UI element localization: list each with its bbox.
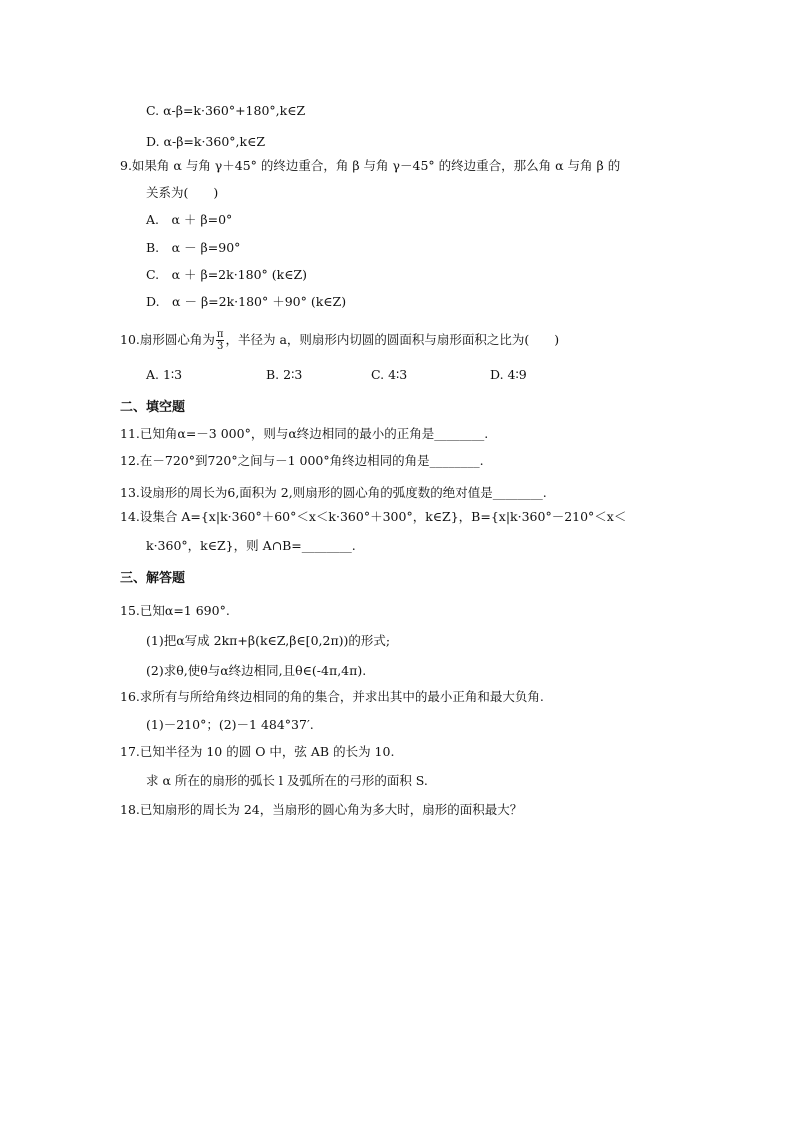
fraction-numerator: π [216,329,224,340]
q10-stem-pre: 10.扇形圆心角为 [120,332,215,347]
fraction-denominator: 3 [216,341,224,352]
q9-option-b: B. α － β=90° [146,240,241,255]
q9-stem-line1: 9.如果角 α 与角 γ＋45° 的终边重合，角 β 与角 γ－45° 的终边重合，那么角 α 与角 β 的 [120,158,621,173]
q16-stem: 16.求所有与所给角终边相同的角的集合，并求出其中的最小正角和最大负角. [120,689,544,704]
q9-option-c: C. α ＋ β=2k·180° (k∈Z) [146,267,308,282]
q10-option-a: A. 1∶3 [146,367,183,382]
section-heading-fill-in: 二、填空题 [120,400,186,415]
option-d-prev: D. α-β=k·360°,k∈Z [146,134,266,149]
q15-stem: 15.已知α=1 690°. [120,603,230,618]
q14-line1: 14.设集合 A={x|k·360°＋60°＜x＜k·360°＋300°，k∈Z}，B={x|k·360°－210°＜x＜ [120,509,627,524]
q18: 18.已知扇形的周长为 24，当扇形的圆心角为多大时，扇形的面积最大？ [120,802,523,817]
q15-part2: (2)求θ,使θ与α终边相同,且θ∈(-4π,4π). [146,663,367,678]
q12: 12.在－720°到720°之间与－1 000°角终边相同的角是________. [120,453,484,468]
q17-stem: 17.已知半径为 10 的圆 O 中，弦 AB 的长为 10. [120,744,395,759]
q9-option-a: A. α ＋ β=0° [146,212,233,227]
pi-over-3-fraction [216,329,225,352]
q17-part1: 求 α 所在的扇形的弧长 l 及弧所在的弓形的面积 S. [146,773,428,788]
q10-stem [120,329,559,352]
q14-line2: k·360°，k∈Z}，则 A∩B=________. [146,538,356,553]
q10-stem-post: ，半径为 a，则扇形内切圆的圆面积与扇形面积之比为( ) [225,332,560,347]
q11: 11.已知角α=－3 000°，则与α终边相同的最小的正角是________. [120,426,489,441]
q16-part1: (1)－210°；(2)－1 484°37′. [146,717,314,732]
q9-option-d: D. α － β=2k·180° ＋90° (k∈Z) [146,294,347,309]
option-c-prev: C. α-β=k·360°+180°,k∈Z [146,103,306,118]
q9-stem-line2: 关系为( ) [146,185,219,200]
section-heading-solutions: 三、解答题 [120,571,186,586]
q10-option-b: B. 2∶3 [266,367,303,382]
q10-option-c: C. 4∶3 [371,367,408,382]
q15-part1: (1)把α写成 2kπ+β(k∈Z,β∈[0,2π))的形式; [146,633,391,648]
q13: 13.设扇形的周长为6,面积为 2,则扇形的圆心角的弧度数的绝对值是________. [120,485,547,500]
q10-option-d: D. 4∶9 [490,367,527,382]
